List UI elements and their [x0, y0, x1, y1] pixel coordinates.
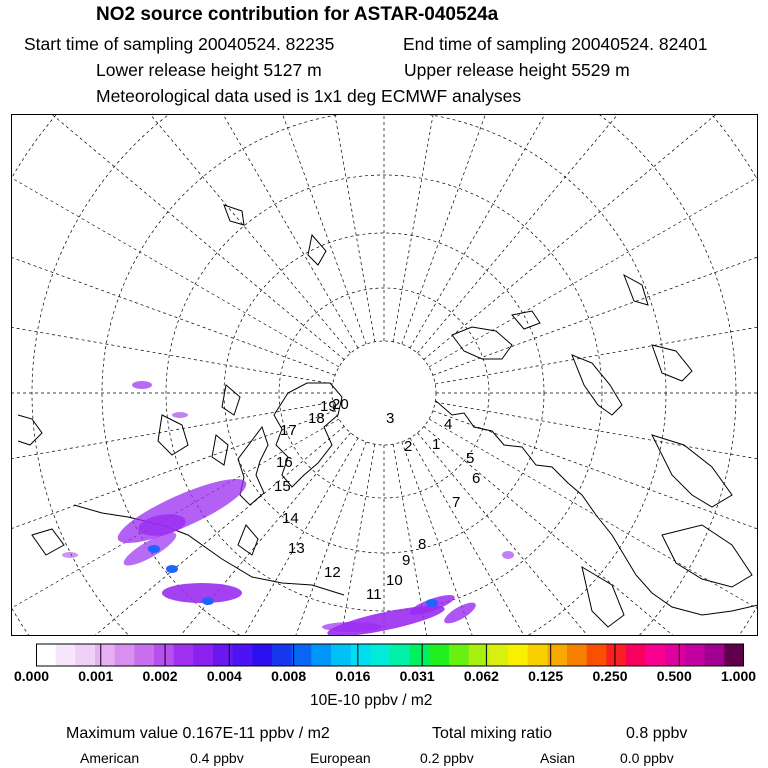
colorbar-tick-label: 0.002: [142, 668, 178, 684]
no2-plume-core: [426, 599, 438, 607]
trajectory-label: 2: [404, 438, 413, 455]
colorbar-tick-label: 0.004: [206, 668, 242, 684]
trajectory-label: 1: [432, 436, 441, 453]
colorbar-swatch: [626, 644, 646, 666]
colorbar-tick-label: 0.001: [78, 668, 114, 684]
no2-plume: [502, 551, 514, 559]
colorbar-swatch: [508, 644, 528, 666]
map-canvas: [12, 115, 758, 636]
trajectory-label: 3: [386, 410, 395, 427]
colorbar-swatch: [606, 644, 626, 666]
trajectory-label: 20: [332, 396, 349, 413]
latitude-circle: [12, 115, 758, 636]
colorbar-unit: 10E-10 ppbv / m2: [310, 692, 433, 709]
meridian-line: [402, 115, 692, 344]
meridian-line: [12, 433, 351, 636]
trajectory-label: 6: [472, 470, 481, 487]
colorbar-swatch: [331, 644, 351, 666]
colorbar-swatch: [410, 644, 430, 666]
european-label: European: [310, 750, 371, 766]
colorbar-swatch: [646, 644, 666, 666]
colorbar-swatch: [429, 644, 449, 666]
colorbar-tick-label: 0.062: [463, 668, 499, 684]
no2-plume: [112, 468, 253, 554]
colorbar-swatch: [36, 644, 56, 666]
meridian-line: [12, 115, 358, 348]
trajectory-label: 14: [282, 510, 299, 527]
trajectory-label: 16: [276, 454, 293, 471]
meridian-line: [435, 237, 758, 384]
trajectory-label: 17: [280, 422, 297, 439]
no2-plume: [132, 381, 152, 389]
colorbar-swatch: [233, 644, 253, 666]
colorbar-swatch: [95, 644, 115, 666]
colorbar-swatch: [587, 644, 607, 666]
colorbar-tick-label: 0.000: [14, 668, 50, 684]
colorbar-swatch: [567, 644, 587, 666]
colorbar-swatch: [115, 644, 135, 666]
meridian-line: [12, 115, 351, 353]
colorbar-swatch: [56, 644, 76, 666]
colorbar-swatch: [292, 644, 312, 666]
no2-plume-core: [166, 565, 178, 573]
meridian-line: [417, 115, 758, 353]
latitude-circle: [102, 115, 666, 636]
colorbar-swatch: [272, 644, 292, 666]
colorbar-swatch: [75, 644, 95, 666]
polar-map: [11, 114, 758, 636]
meridian-line: [429, 419, 758, 636]
asian-label: Asian: [540, 750, 576, 766]
meridian-line: [402, 442, 692, 636]
no2-plume-core: [202, 597, 214, 605]
trajectory-label: 13: [288, 540, 305, 557]
meridian-line: [429, 115, 758, 367]
no2-plume: [322, 622, 382, 632]
meridian-line: [433, 115, 758, 375]
colorbar-tick-label: 0.500: [656, 668, 692, 684]
trajectory-label: 19: [320, 398, 337, 415]
meridian-line: [12, 115, 339, 367]
colorbar-swatch: [311, 644, 331, 666]
colorbar-swatch: [705, 644, 725, 666]
lower-height-label: Lower release height 5127 m: [96, 60, 322, 80]
total-mixing-label: Total mixing ratio: [432, 725, 553, 742]
colorbar-swatch: [351, 644, 371, 666]
colorbar-tick-label: 0.008: [271, 668, 307, 684]
trajectory-label: 7: [452, 494, 461, 511]
map-title: NO2 source contribution for ASTAR-040524a: [96, 4, 499, 25]
maximum-value: Maximum value 0.167E-11 ppbv / m2: [66, 725, 330, 742]
american-label: American: [80, 750, 140, 766]
colorbar-swatch: [685, 644, 705, 666]
colorbar-swatch: [724, 644, 744, 666]
meridian-line: [76, 115, 366, 344]
colorbar-swatch: [449, 644, 469, 666]
trajectory-label: 9: [402, 552, 411, 569]
no2-plume: [62, 552, 78, 558]
trajectory-label: 11: [366, 586, 382, 603]
meridian-line: [433, 411, 758, 636]
trajectory-label: 8: [418, 536, 427, 553]
colorbar-tick-label: 0.016: [335, 668, 371, 684]
trajectory-label: 12: [324, 564, 341, 581]
latitude-circle: [166, 175, 602, 611]
colorbar-swatch: [665, 644, 685, 666]
end-time-label: End time of sampling 20040524. 82401: [403, 34, 708, 54]
meridian-line: [410, 115, 758, 348]
colorbar-tick-label: 0.250: [592, 668, 628, 684]
trajectory-label: 18: [308, 410, 325, 427]
colorbar-tick-label: 0.125: [528, 668, 564, 684]
colorbar-swatch: [134, 644, 154, 666]
colorbar-swatch: [174, 644, 194, 666]
graticule: [12, 115, 758, 636]
latitude-circle: [279, 288, 489, 498]
colorbar-swatch: [488, 644, 508, 666]
total-mixing-value: 0.8 ppbv: [626, 725, 688, 742]
latitude-circle: [332, 341, 436, 445]
colorbar-tick-label: 0.031: [399, 668, 435, 684]
colorbar-tick-label: 1.000: [721, 668, 757, 684]
european-value: 0.2 ppbv: [420, 750, 474, 766]
no2-plume: [162, 583, 242, 603]
trajectory-label: 4: [444, 416, 453, 433]
start-time-label: Start time of sampling 20040524. 82235: [24, 34, 335, 54]
trajectory-label: 5: [466, 450, 475, 467]
colorbar-swatch: [469, 644, 489, 666]
asian-value: 0.0 ppbv: [620, 750, 674, 766]
colorbar-swatch: [528, 644, 548, 666]
upper-height-label: Upper release height 5529 m: [404, 60, 630, 80]
american-value: 0.4 ppbv: [190, 750, 244, 766]
colorbar-swatch: [252, 644, 272, 666]
meridian-line: [12, 237, 333, 384]
colorbar-swatch: [390, 644, 410, 666]
latitude-circle: [12, 115, 758, 636]
colorbar-swatch: [213, 644, 233, 666]
no2-plume-core: [148, 545, 160, 553]
met-data-label: Meteorological data used is 1x1 deg ECMWF analyses: [96, 86, 522, 106]
trajectory-label: 10: [386, 572, 403, 589]
colorbar-swatch: [193, 644, 213, 666]
colorbar-swatch: [370, 644, 390, 666]
meridian-line: [435, 402, 758, 549]
trajectory-label: 15: [274, 478, 291, 495]
colorbar-swatches: [36, 643, 744, 667]
no2-plume: [172, 412, 188, 418]
colorbar-swatch: [154, 644, 174, 666]
